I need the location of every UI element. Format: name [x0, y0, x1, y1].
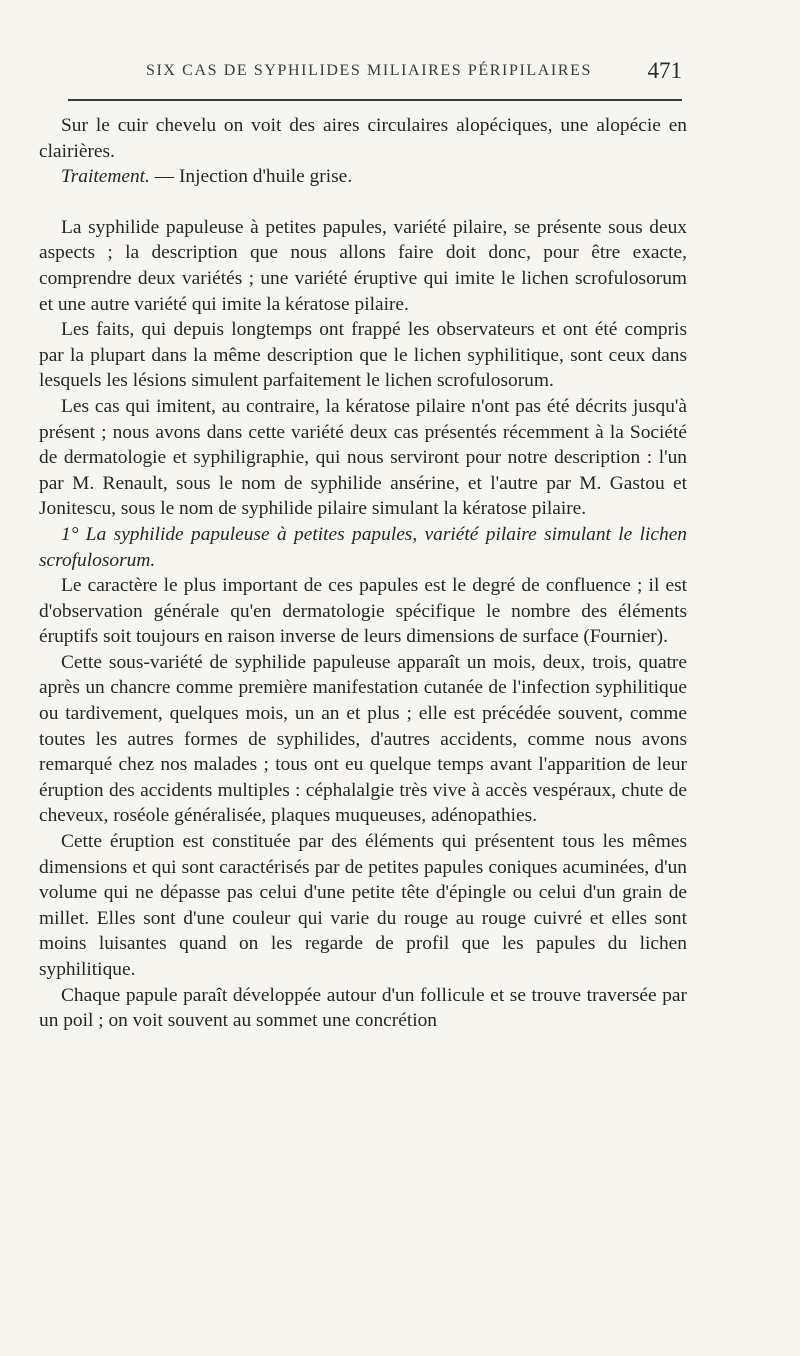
header-rule: [68, 99, 682, 101]
page-number: 471: [647, 58, 682, 83]
section-heading: 1° La syphilide papuleuse à petites papules, variété pilaire simulant le lichen scrofulosorum.: [39, 523, 687, 571]
paragraph-keratosis: Les cas qui imitent, au contraire, la kératose pilaire n'ont pas été décrits jusqu'à présent ; nous avons dans cette variété deux cas présentés récemment à la Société de dermatologie et syphiligraphie, qui nous serviront pour notre description : l'un par M. Renault, sous le nom de syphilide ansérine, et l'autre par M. Gastou et Jonitescu, sous le nom de syphilide pilaire simulant la kératose pilaire.: [39, 395, 687, 520]
running-title: SIX CAS DE SYPHILIDES MILIAIRES PÉRIPILAIRES: [146, 62, 592, 79]
paragraph-facts: Les faits, qui depuis longtemps ont frappé les observateurs et ont été compris par la plupart dans la même description que le lichen syphilitique, sont ceux dans lesquels les lésions simulent parfaitement le lichen scrofulosorum.: [39, 319, 687, 392]
paragraph-confluence: Le caractère le plus important de ces papules est le degré de confluence ; il est d'observation générale qu'en dermatologie spécifique le nombre des éléments éruptifs soit toujours en raison inverse de leurs dimensions de surface (Fournier).: [39, 575, 687, 648]
page-header: [60, 60, 686, 86]
paragraph-eruption: Cette éruption est constituée par des éléments qui présentent tous les mêmes dimensions et qui sont caractérisés par de petites papules coniques acuminées, d'un volume qui ne dépasse pas celui d'une petite tête d'épingle ou celui d'un grain de millet. Elles sont d'une couleur qui varie du rouge au rouge cuivré et elles sont moins luisantes quand on les regarde de profil que les papules du lichen syphilitique.: [39, 831, 687, 980]
paragraph-intro: La syphilide papuleuse à petites papules, variété pilaire, se présente sous deux aspects ; la description que nous allons faire doit donc, pour être exacte, comprendre deux variétés ; une variété éruptive qui imite le lichen scrofulosorum et une autre variété qui imite la kératose pilaire.: [39, 216, 687, 315]
body-text: [39, 113, 687, 1034]
paragraph-papule: Chaque papule paraît développée autour d'un follicule et se trouve traversée par un poil ; on voit souvent au sommet une concrétion: [39, 984, 687, 1032]
treatment-text: — Injection d'huile grise.: [149, 166, 353, 188]
paragraph-scalp: Sur le cuir chevelu on voit des aires circulaires alopéciques, une alopécie en clairières.: [39, 115, 687, 162]
paragraph-treatment: [39, 164, 687, 190]
treatment-label: Traitement.: [61, 166, 150, 188]
paragraph-onset: Cette sous-variété de syphilide papuleuse apparaît un mois, deux, trois, quatre après un chancre comme première manifestation cutanée de l'infection syphilitique ou tardivement, quelques mois, un an et plus ; elle est précédée souvent, comme toutes les autres formes de syphilides, d'autres accidents, comme nous avons remarqué chez nos malades ; tous ont eu quelque temps avant l'apparition de leur éruption des accidents multiples : céphalalgie très vive à accès vespéraux, chute de cheveux, roséole généralisée, plaques muqueuses, adénopathies.: [39, 651, 687, 827]
